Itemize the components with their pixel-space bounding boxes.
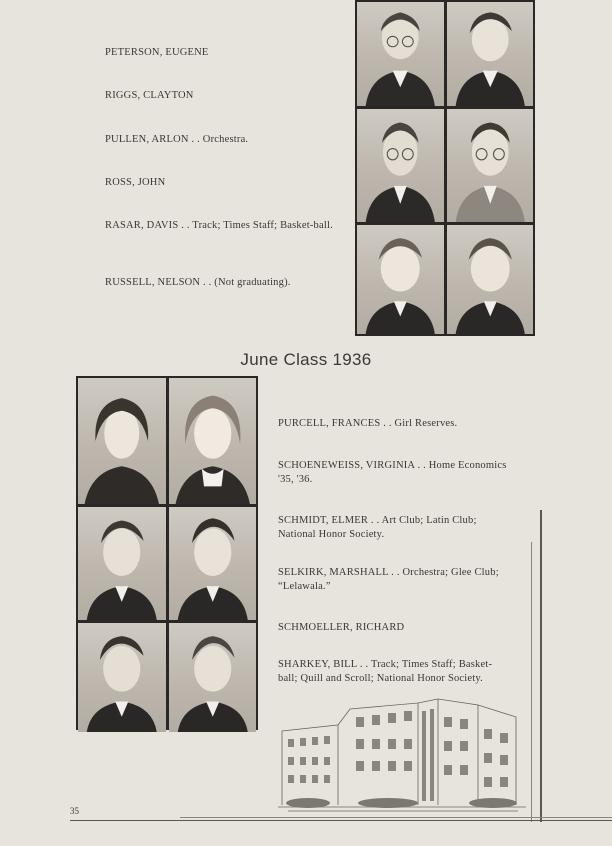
portrait-figure: [169, 623, 257, 732]
class-heading: June Class 1936: [240, 350, 372, 369]
entry-ross: ROSS, JOHN: [105, 177, 166, 188]
portrait-selkirk: [169, 507, 257, 620]
portrait-russell: [447, 225, 534, 334]
entry-purcell: PURCELL, FRANCES . . Girl Reserves.: [278, 418, 458, 429]
portrait-figure: [169, 378, 257, 504]
entry-selkirk: SELKIRK, MARSHALL . . Orchestra; Glee Club; “Lelawala.”: [278, 567, 499, 592]
entry-schoeneweiss: SCHOENEWEISS, VIRGINIA . . Home Economics '35, '36.: [278, 460, 507, 485]
portrait-figure: [357, 225, 444, 334]
bottom-photo-grid: [76, 376, 258, 730]
portrait-figure: [78, 507, 166, 620]
vertical-rule-inner: [531, 542, 532, 822]
portrait-ross: [447, 109, 534, 222]
portrait-figure: [78, 378, 166, 504]
top-photo-grid: [355, 0, 535, 336]
school-building-illustration: [278, 695, 526, 813]
entry-schmoeller: SCHMOELLER, RICHARD: [278, 622, 405, 633]
portrait-figure: [169, 507, 257, 620]
portrait-figure: [357, 2, 444, 106]
vertical-rule-outer: [540, 510, 542, 822]
entry-rasar: RASAR, DAVIS . . Track; Times Staff; Basket-ball.: [105, 220, 333, 231]
portrait-figure: [447, 109, 534, 222]
portrait-figure: [78, 623, 166, 732]
entry-sharkey: SHARKEY, BILL . . Track; Times Staff; Basket-ball; Quill and Scroll; National Honor Society.: [278, 659, 493, 684]
portrait-riggs: [447, 2, 534, 106]
entry-russell: RUSSELL, NELSON . . (Not graduating).: [105, 277, 291, 288]
page-number: 35: [70, 806, 79, 816]
bottom-rule-double: [180, 817, 612, 818]
entry-pullen: PULLEN, ARLON . . Orchestra.: [105, 134, 249, 145]
portrait-sharkey: [169, 623, 257, 732]
entry-schmidt: SCHMIDT, ELMER . . Art Club; Latin Club; National Honor Society.: [278, 515, 477, 540]
portrait-pullen: [357, 109, 444, 222]
portrait-figure: [447, 2, 534, 106]
portrait-purcell: [78, 378, 166, 504]
portrait-rasar: [357, 225, 444, 334]
portrait-figure: [447, 225, 534, 334]
bottom-rule: [70, 820, 612, 821]
portrait-schmoeller: [78, 623, 166, 732]
entry-peterson: PETERSON, EUGENE: [105, 47, 209, 58]
portrait-peterson: [357, 2, 444, 106]
portrait-schoeneweiss: [169, 378, 257, 504]
entry-riggs: RIGGS, CLAYTON: [105, 90, 194, 101]
portrait-schmidt: [78, 507, 166, 620]
portrait-figure: [357, 109, 444, 222]
